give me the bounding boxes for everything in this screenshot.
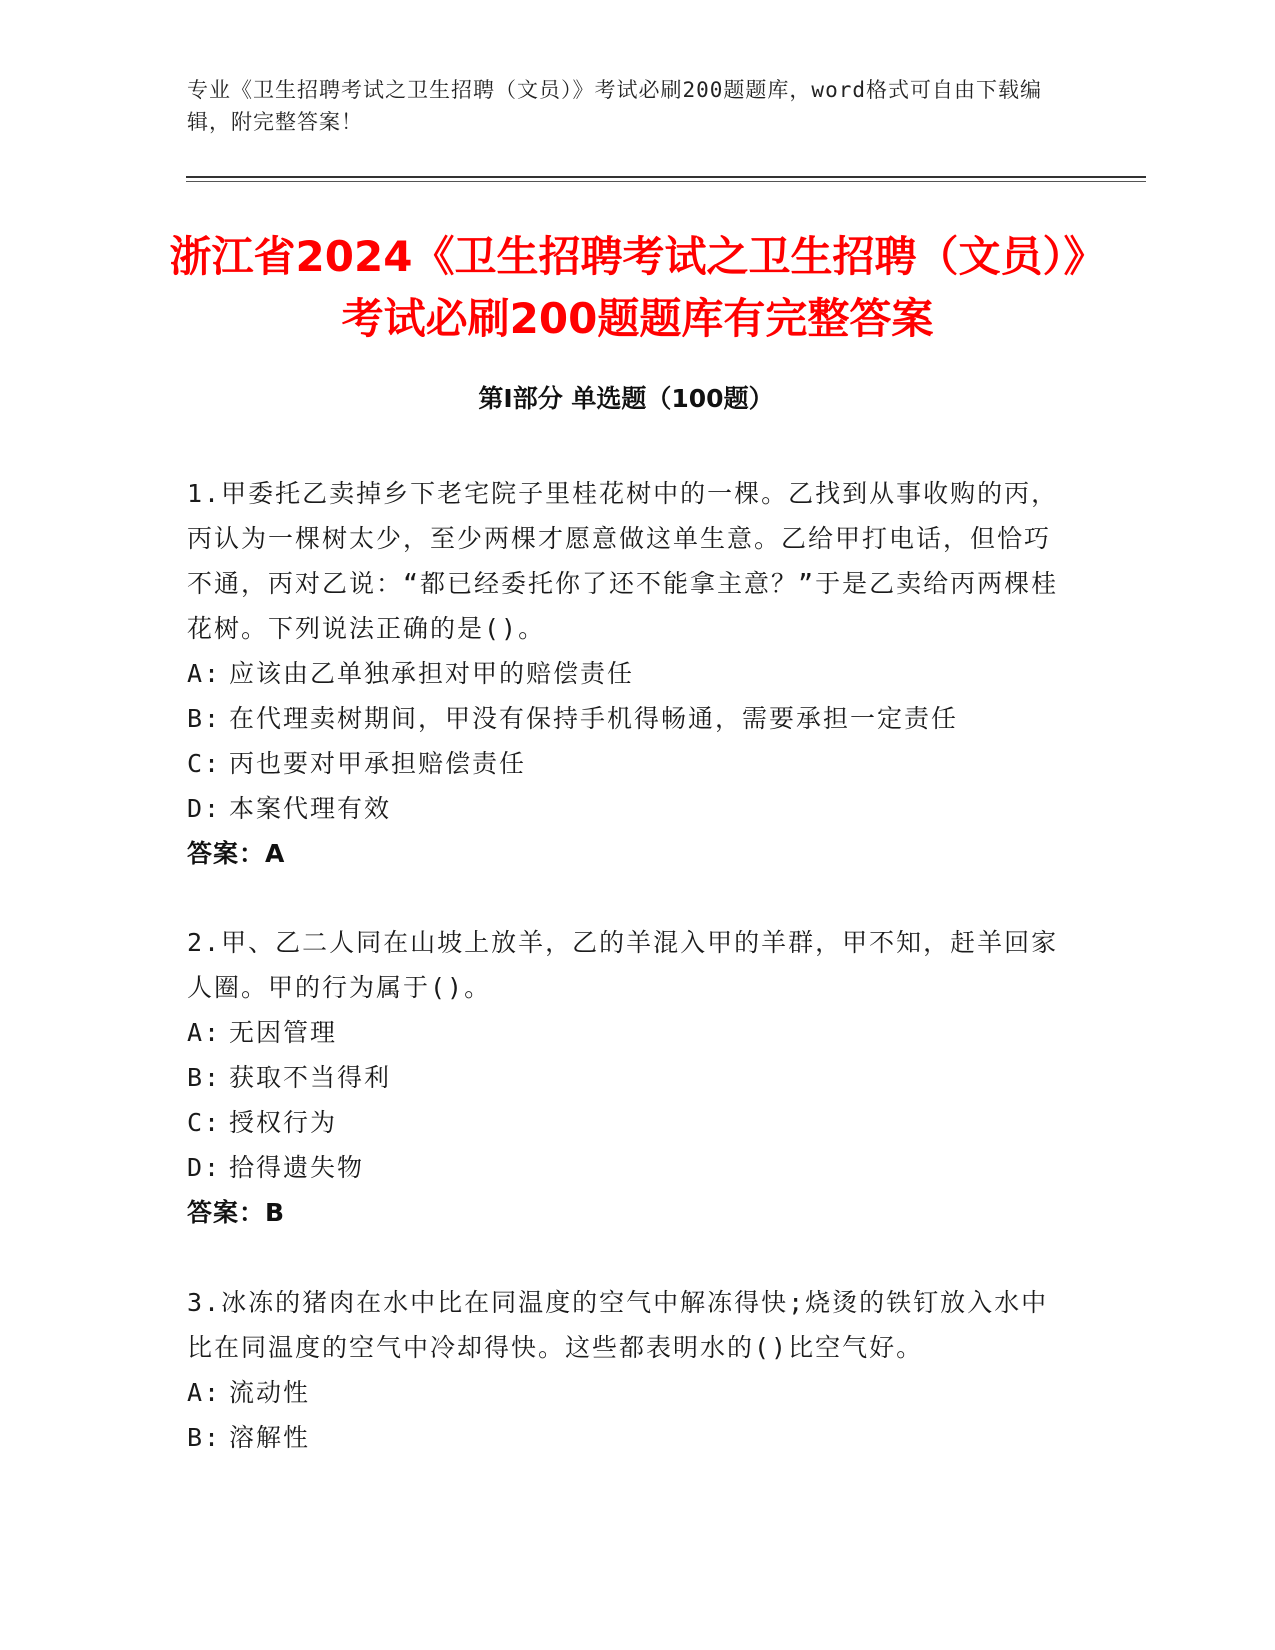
option-b: [187, 1415, 1067, 1460]
option-text: 本案代理有效: [229, 794, 392, 823]
header-note: 专业《卫生招聘考试之卫生招聘（文员）》考试必刷200题题库，word格式可自由下载编辑，附完整答案！: [187, 78, 1042, 134]
question-2: [187, 920, 1067, 1235]
option-a: [187, 1370, 1067, 1415]
option-letter: B:: [187, 1063, 222, 1092]
question-stem: 1.甲委托乙卖掉乡下老宅院子里桂花树中的一棵。乙找到从事收购的丙，丙认为一棵树太少，至少两棵才愿意做这单生意。乙给甲打电话，但恰巧不通，丙对乙说：“都已经委托你了还不能拿主意？”于是乙卖给丙两棵桂花树。下列说法正确的是()。: [187, 479, 1059, 643]
option-letter: D:: [187, 1153, 222, 1182]
header-rule-thin: [186, 181, 1146, 182]
answer-line: 答案：B: [187, 1198, 286, 1227]
option-text: 应该由乙单独承担对甲的赔偿责任: [229, 659, 635, 688]
option-letter: B:: [187, 704, 222, 733]
option-letter: B:: [187, 1423, 222, 1452]
question-stem: 2.甲、乙二人同在山坡上放羊，乙的羊混入甲的羊群，甲不知，赶羊回家人圈。甲的行为属于()。: [187, 928, 1059, 1002]
option-text: 授权行为: [229, 1108, 338, 1137]
document-title: 浙江省2024《卫生招聘考试之卫生招聘（文员）》考试必刷200题题库有完整答案: [169, 232, 1106, 343]
option-text: 无因管理: [229, 1018, 338, 1047]
option-c: [187, 741, 1067, 786]
option-letter: A:: [187, 1378, 222, 1407]
question-3: [187, 1280, 1067, 1460]
option-letter: D:: [187, 794, 222, 823]
option-text: 在代理卖树期间，甲没有保持手机得畅通，需要承担一定责任: [229, 704, 959, 733]
header-rule: [186, 176, 1146, 178]
option-letter: A:: [187, 659, 222, 688]
option-letter: C:: [187, 1108, 222, 1137]
option-d: [187, 1145, 1067, 1190]
option-d: [187, 786, 1067, 831]
option-letter: A:: [187, 1018, 222, 1047]
option-letter: C:: [187, 749, 222, 778]
option-text: 拾得遗失物: [229, 1153, 365, 1182]
option-c: [187, 1100, 1067, 1145]
option-text: 丙也要对甲承担赔偿责任: [229, 749, 527, 778]
option-a: [187, 651, 1067, 696]
question-1: [187, 471, 1067, 876]
answer-line: 答案：A: [187, 839, 286, 868]
option-text: 获取不当得利: [229, 1063, 392, 1092]
option-text: 溶解性: [229, 1423, 311, 1452]
question-stem: 3.冰冻的猪肉在水中比在同温度的空气中解冻得快;烧烫的铁钉放入水中比在同温度的空气中冷却得快。这些都表明水的()比空气好。: [187, 1288, 1049, 1362]
option-text: 流动性: [229, 1378, 311, 1407]
section-title: 第Ⅰ部分 单选题（100题）: [478, 384, 774, 413]
option-a: [187, 1010, 1067, 1055]
option-b: [187, 1055, 1067, 1100]
option-b: [187, 696, 1067, 741]
